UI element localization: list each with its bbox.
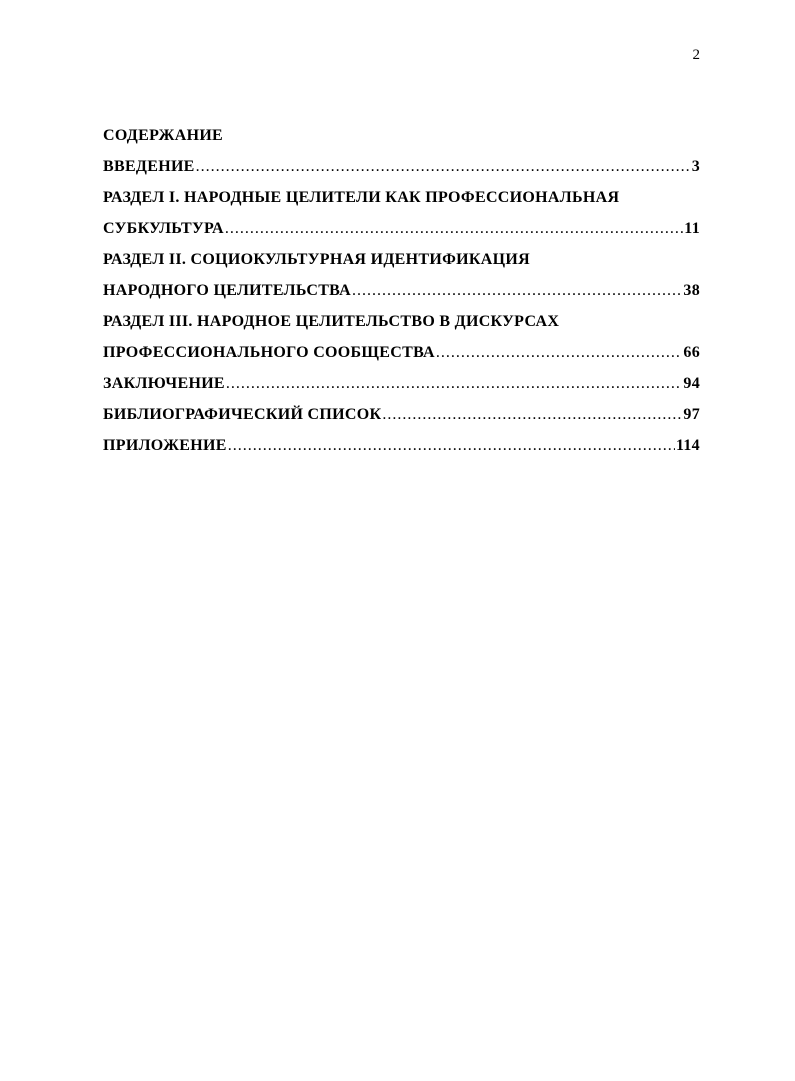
toc-entry-label: ПРИЛОЖЕНИЕ bbox=[103, 437, 227, 454]
toc-entry-page: 114 bbox=[675, 437, 700, 454]
toc-entry-row bbox=[103, 151, 700, 182]
toc-entry-label: ЗАКЛЮЧЕНИЕ bbox=[103, 375, 225, 392]
toc-entry-page: 94 bbox=[683, 375, 700, 392]
toc-entry-row bbox=[103, 368, 700, 399]
dot-leader bbox=[228, 430, 675, 461]
toc-entry-introduction[interactable] bbox=[103, 151, 700, 182]
toc-entry-label: ПРОФЕССИОНАЛЬНОГО СООБЩЕСТВА bbox=[103, 344, 435, 361]
page-number: 2 bbox=[692, 47, 700, 63]
toc-entry-label: БИБЛИОГРАФИЧЕСКИЙ СПИСОК bbox=[103, 406, 382, 423]
toc-entry-conclusion[interactable] bbox=[103, 368, 700, 399]
toc-entry-row bbox=[103, 275, 700, 306]
toc-entry-section-1[interactable] bbox=[103, 182, 700, 244]
dot-leader bbox=[225, 213, 683, 244]
toc-entry-page: 66 bbox=[683, 344, 700, 361]
toc-entry-page: 38 bbox=[683, 282, 700, 299]
toc-entry-row bbox=[103, 213, 700, 244]
toc-entry-heading-line: РАЗДЕЛ I. НАРОДНЫЕ ЦЕЛИТЕЛИ КАК ПРОФЕССИОНАЛЬНАЯ bbox=[103, 189, 620, 206]
toc-entry-heading-line: РАЗДЕЛ III. НАРОДНОЕ ЦЕЛИТЕЛЬСТВО В ДИСКУРСАХ bbox=[103, 313, 560, 330]
toc-entry-section-2[interactable] bbox=[103, 244, 700, 306]
toc-title: СОДЕРЖАНИЕ bbox=[103, 127, 224, 144]
dot-leader bbox=[196, 151, 691, 182]
toc-entry-label: ВВЕДЕНИЕ bbox=[103, 158, 195, 175]
table-of-contents bbox=[103, 120, 700, 461]
toc-entry-page: 11 bbox=[684, 220, 700, 237]
toc-entry-bibliography[interactable] bbox=[103, 399, 700, 430]
toc-entry-appendix[interactable] bbox=[103, 430, 700, 461]
dot-leader bbox=[382, 399, 682, 430]
toc-entry-label: СУБКУЛЬТУРА bbox=[103, 220, 224, 237]
dot-leader bbox=[226, 368, 682, 399]
toc-entry-section-3[interactable] bbox=[103, 306, 700, 368]
toc-entry-row bbox=[103, 337, 700, 368]
toc-entry-heading-line: РАЗДЕЛ II. СОЦИОКУЛЬТУРНАЯ ИДЕНТИФИКАЦИЯ bbox=[103, 251, 530, 268]
toc-entry-page: 3 bbox=[691, 158, 700, 175]
dot-leader bbox=[436, 337, 682, 368]
dot-leader bbox=[352, 275, 682, 306]
toc-entry-page: 97 bbox=[683, 406, 700, 423]
toc-entry-row bbox=[103, 399, 700, 430]
toc-entry-row bbox=[103, 430, 700, 461]
toc-entry-label: НАРОДНОГО ЦЕЛИТЕЛЬСТВА bbox=[103, 282, 352, 299]
